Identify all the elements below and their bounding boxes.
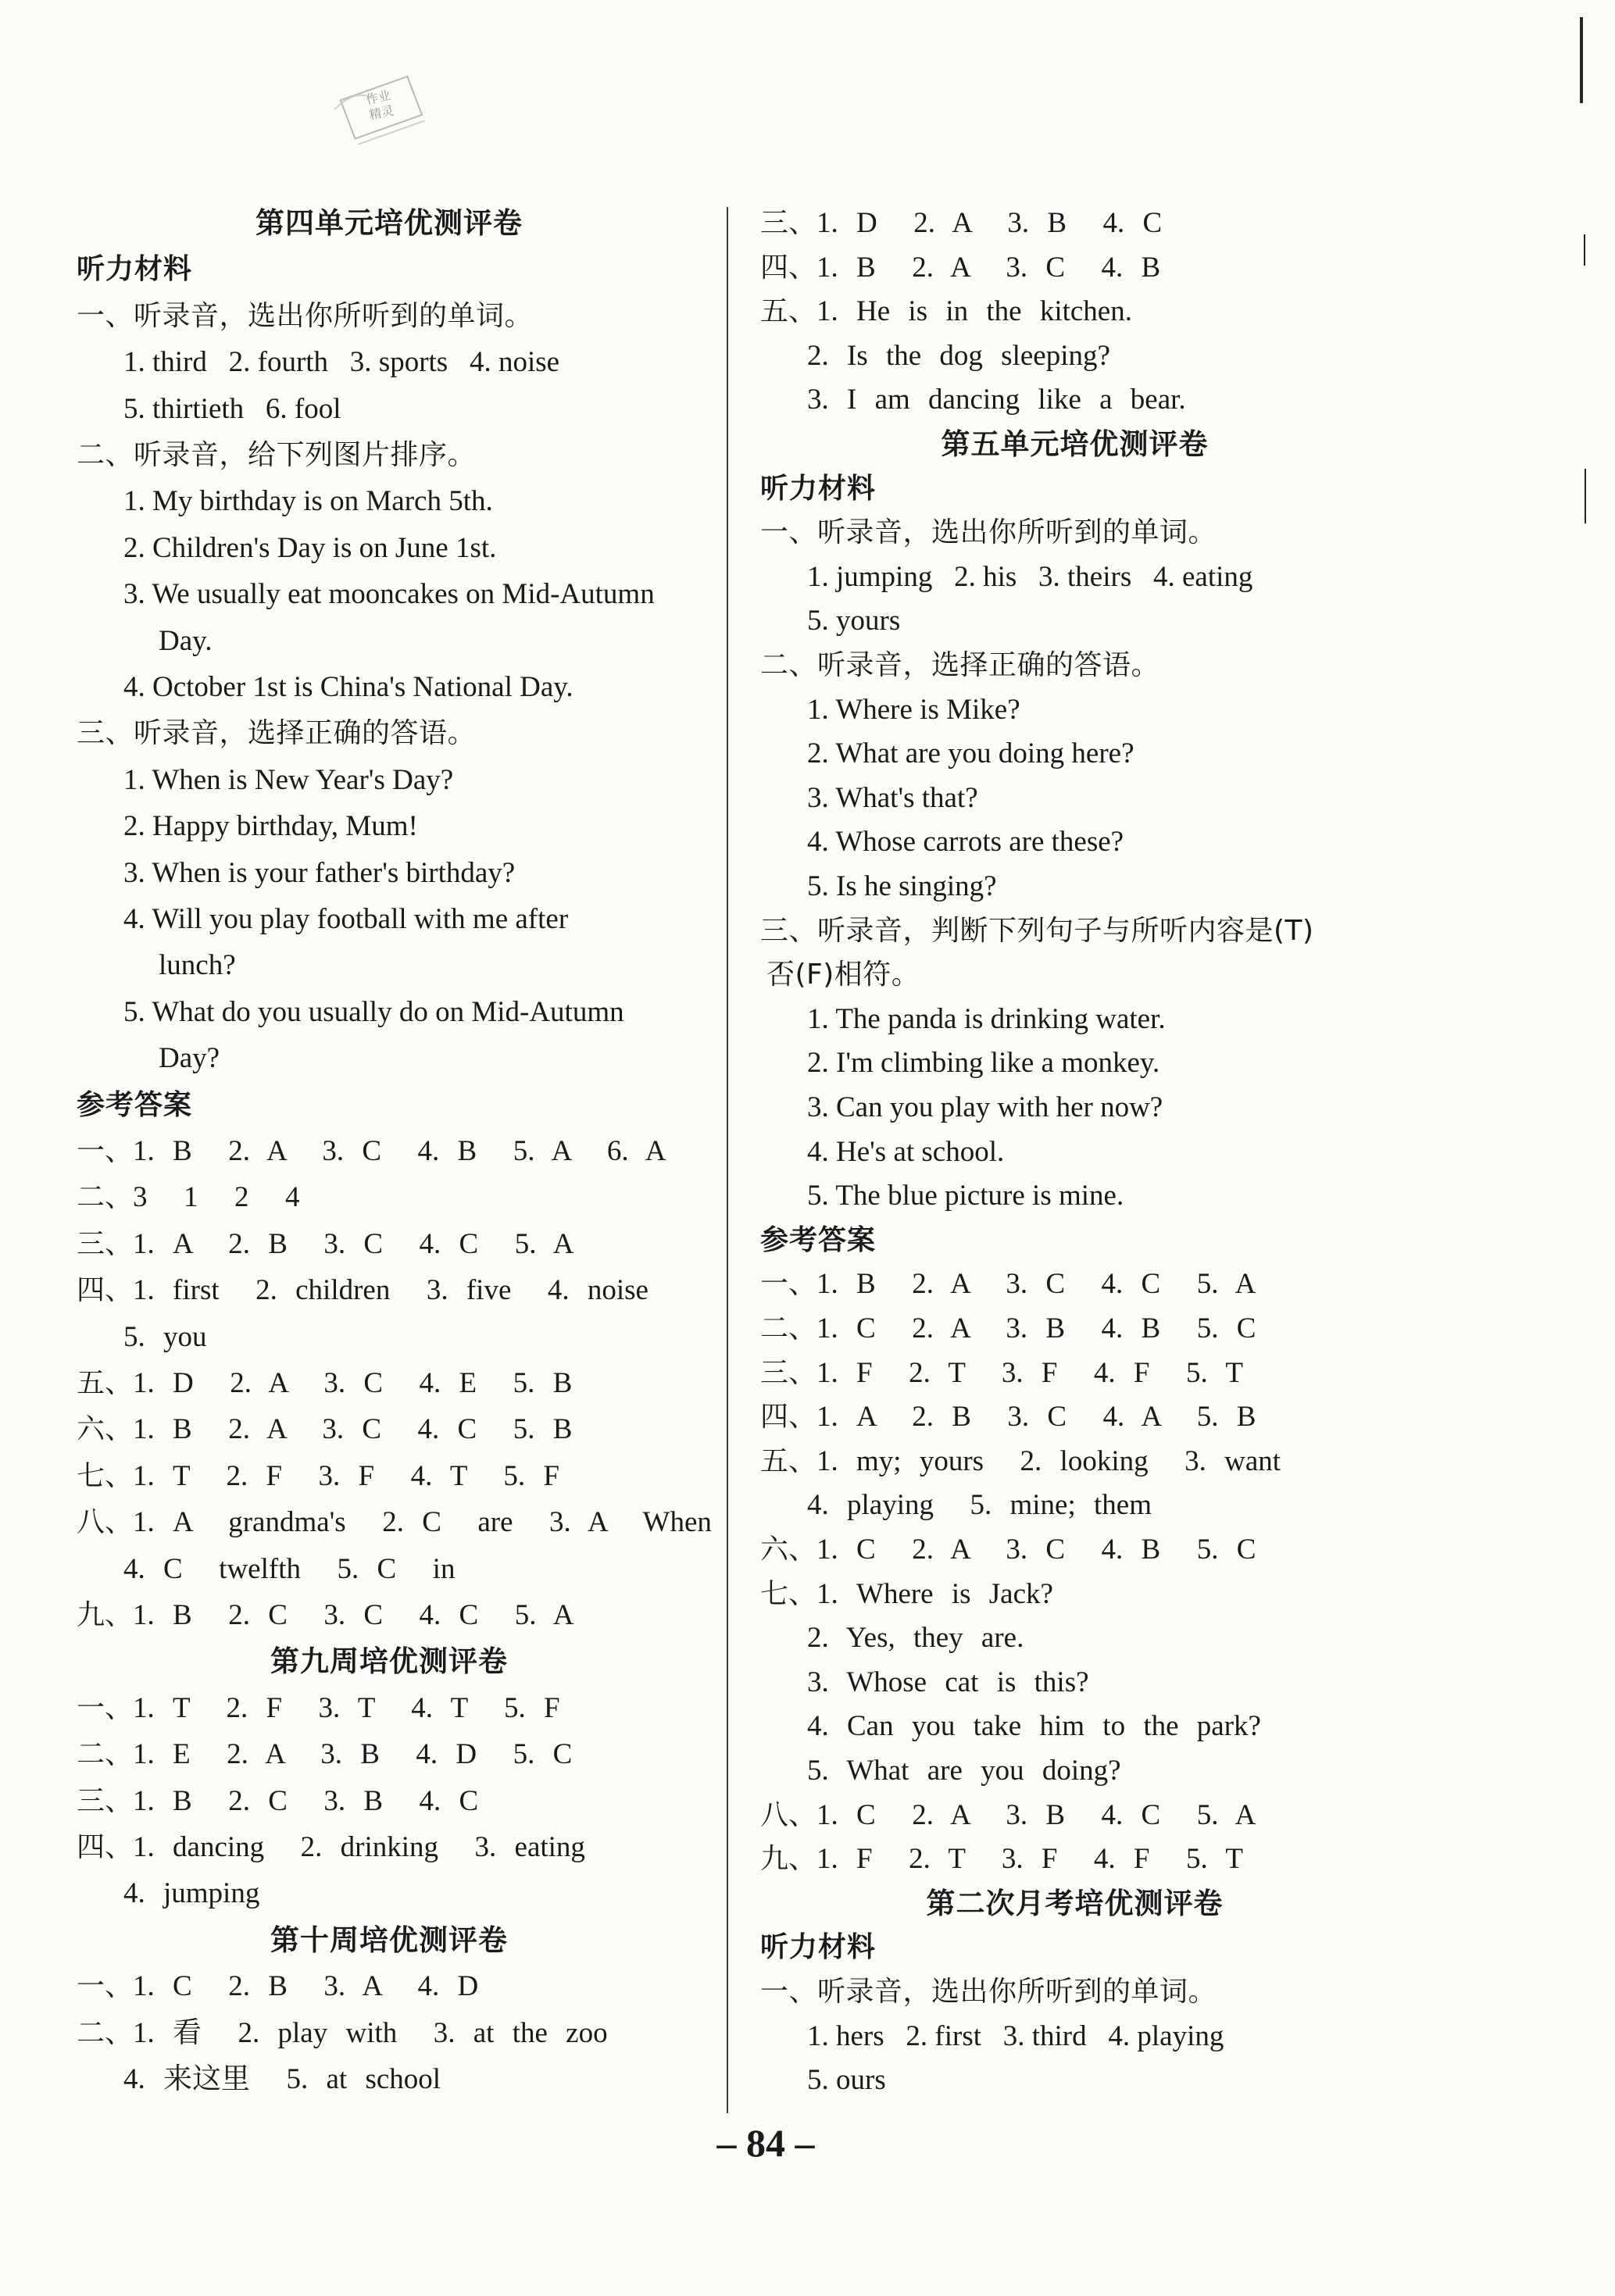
- listening-item: [807, 2062, 886, 2099]
- line-text: 听力材料: [77, 253, 193, 286]
- question-heading: [77, 715, 476, 752]
- line-text: 1. hers 2. first 3. third 4. playing: [807, 2019, 1224, 2052]
- line-text: 第十周培优测评卷: [270, 1923, 508, 1957]
- line-text: 1. A 2. B 3. C 4. A 5. B: [816, 1401, 1256, 1434]
- line-text: 第五单元培优测评卷: [941, 427, 1209, 461]
- answer-line: [77, 1272, 649, 1309]
- answer-line: [807, 1487, 1152, 1524]
- listening-item: [123, 483, 493, 520]
- answer-line: [123, 1875, 259, 1912]
- line-text: 3. What's that?: [807, 781, 978, 814]
- subheading: [760, 470, 876, 508]
- section-title: [760, 426, 1389, 463]
- listening-item: [159, 623, 213, 660]
- line-text: lunch?: [159, 949, 236, 982]
- answer-line: [77, 1968, 478, 2005]
- answer-number: 一、: [77, 1135, 134, 1167]
- line-text: 1. C 2. A 3. B 4. C 5. A: [816, 1798, 1256, 1831]
- listening-item: [807, 735, 1134, 773]
- answer-number: 四、: [77, 1274, 134, 1307]
- line-text: 5. Is he singing?: [807, 870, 997, 902]
- line-text: 1. Where is Mike?: [807, 693, 1020, 726]
- line-text: 5. thirtieth 6. fool: [123, 392, 341, 425]
- line-text: 4. C twelfth 5. C in: [123, 1552, 456, 1585]
- listening-item: [807, 1089, 1163, 1127]
- answer-line: [77, 1690, 560, 1727]
- line-text: Day?: [159, 1042, 220, 1075]
- line-text: 2. Children's Day is on June 1st.: [123, 531, 497, 564]
- line-text: 3. We usually eat mooncakes on Mid-Autumn: [123, 578, 655, 611]
- subheading: [77, 251, 192, 288]
- answer-number: 二、: [77, 1738, 134, 1771]
- line-text: 第二次月考培优测评卷: [926, 1886, 1224, 1920]
- answer-number: 三、: [760, 1356, 817, 1389]
- line-text: 5. What are you doing?: [807, 1755, 1121, 1787]
- answer-number: 五、: [77, 1367, 134, 1399]
- line-text: 1. My birthday is on March 5th.: [123, 485, 493, 518]
- line-text: 参考答案: [760, 1223, 877, 1256]
- answer-line: [807, 1708, 1261, 1745]
- line-text: 4. 来这里 5. at school: [123, 2063, 441, 2095]
- question-heading: [760, 912, 1314, 950]
- answer-number: 五、: [760, 1444, 817, 1477]
- answer-line: [760, 1797, 1256, 1834]
- answer-number: 二、: [77, 2016, 134, 2049]
- edge-mark: [1580, 17, 1583, 103]
- line-text: 5. The blue picture is mine.: [807, 1180, 1124, 1212]
- line-text: 1. B 2. C 3. B 4. C: [133, 1784, 479, 1817]
- answer-number: 八、: [77, 1506, 134, 1539]
- answer-line: [77, 1829, 585, 1866]
- answer-number: 三、: [760, 207, 817, 239]
- answer-number: 二、: [77, 1181, 134, 1214]
- answer-line: [807, 1752, 1121, 1790]
- question-heading: [77, 437, 476, 474]
- line-text: 5. yours: [807, 605, 901, 637]
- answer-line: [760, 1531, 1256, 1569]
- listening-item: [807, 1001, 1166, 1038]
- line-text: 1. T 2. F 3. T 4. T 5. F: [133, 1691, 560, 1724]
- line-text: 1. B 2. A 3. C 4. B: [816, 251, 1161, 284]
- line-text: 1. F 2. T 3. F 4. F 5. T: [816, 1356, 1243, 1389]
- line-text: 3 1 2 4: [133, 1181, 300, 1214]
- answer-number: 四、: [760, 1401, 817, 1434]
- answer-line: [807, 1664, 1089, 1701]
- answer-number: 三、: [77, 1227, 134, 1260]
- line-text: 三、听录音，选择正确的答语。: [77, 717, 477, 750]
- line-text: 1. C 2. B 3. A 4. D: [133, 1970, 479, 2003]
- listening-item: [807, 2018, 1224, 2055]
- svg-text:作业: 作业: [364, 87, 392, 108]
- answer-line: [807, 1619, 1024, 1657]
- subheading: [760, 1222, 876, 1259]
- question-heading: [766, 956, 920, 994]
- listening-item: [807, 823, 1124, 861]
- line-text: 1. B 2. C 3. C 4. C 5. A: [133, 1599, 574, 1631]
- listening-item: [123, 576, 655, 613]
- line-text: 听力材料: [760, 1931, 877, 1964]
- line-text: 3. Can you play with her now?: [807, 1091, 1163, 1123]
- svg-text:精灵: 精灵: [367, 102, 395, 123]
- line-text: 1. F 2. T 3. F 4. F 5. T: [816, 1843, 1243, 1876]
- line-text: 2. Happy birthday, Mum!: [123, 810, 418, 843]
- answer-number: 八、: [760, 1798, 817, 1831]
- line-text: 3. I am dancing like a bear.: [807, 384, 1186, 416]
- line-text: 1. D 2. A 3. C 4. E 5. B: [133, 1367, 573, 1399]
- listening-item: [807, 1044, 1159, 1082]
- answer-number: 一、: [77, 1970, 134, 2003]
- line-text: 1. third 2. fourth 3. sports 4. noise: [123, 346, 560, 379]
- line-text: 1. Where is Jack?: [816, 1577, 1053, 1610]
- answer-line: [760, 1310, 1256, 1348]
- line-text: 1. my; yours 2. looking 3. want: [816, 1444, 1281, 1477]
- listening-item: [807, 602, 900, 640]
- line-text: 1. B 2. A 3. C 4. C 5. A: [816, 1268, 1256, 1301]
- answer-number: 四、: [77, 1831, 134, 1863]
- line-text: 4. playing 5. mine; them: [807, 1489, 1152, 1522]
- section-title: [77, 205, 702, 242]
- line-text: 1. He is in the kitchen.: [816, 295, 1132, 328]
- answer-number: 六、: [760, 1534, 817, 1566]
- line-text: 第九周培优测评卷: [270, 1644, 508, 1679]
- listening-item: [123, 391, 341, 428]
- listening-item: [123, 808, 418, 845]
- line-text: 5. you: [123, 1320, 207, 1353]
- answer-number: 一、: [760, 1268, 817, 1301]
- listening-item: [159, 1040, 220, 1077]
- answer-line: [77, 1226, 573, 1263]
- line-text: 2. Yes, they are.: [807, 1622, 1024, 1655]
- line-text: 4. jumping: [123, 1877, 260, 1910]
- line-text: 1. C 2. A 3. C 4. B 5. C: [816, 1534, 1256, 1566]
- line-text: 4. He's at school.: [807, 1135, 1005, 1168]
- line-text: 听力材料: [760, 472, 877, 505]
- listening-item: [807, 691, 1020, 729]
- answer-line: [760, 1443, 1281, 1480]
- listening-item: [123, 901, 568, 938]
- answer-line: [77, 1411, 572, 1448]
- listening-item: [123, 530, 496, 567]
- listening-item: [807, 868, 997, 905]
- answer-number: 三、: [77, 1784, 134, 1817]
- answer-number: 七、: [760, 1577, 817, 1610]
- line-text: 1. B 2. A 3. C 4. C 5. B: [133, 1413, 573, 1446]
- edge-mark: [1584, 234, 1585, 266]
- line-text: 1. E 2. A 3. B 4. D 5. C: [133, 1738, 573, 1771]
- answer-line: [807, 381, 1186, 419]
- question-heading: [760, 514, 1217, 552]
- answer-number: 九、: [760, 1843, 817, 1876]
- line-text: 2. What are you doing here?: [807, 737, 1134, 770]
- stamp-logo-icon: [328, 69, 434, 155]
- answer-line: [77, 2015, 608, 2052]
- line-text: 2. I'm climbing like a monkey.: [807, 1047, 1160, 1080]
- section-title: [77, 1922, 702, 1959]
- answer-line: [760, 205, 1162, 242]
- listening-item: [123, 669, 573, 706]
- answer-line: [77, 1504, 712, 1541]
- line-text: 1. When is New Year's Day?: [123, 763, 454, 796]
- line-text: 4. Will you play football with me after: [123, 903, 569, 935]
- line-text: 4. October 1st is China's National Day.: [123, 671, 573, 703]
- answer-line: [123, 1551, 455, 1588]
- line-text: 1. The panda is drinking water.: [807, 1002, 1166, 1035]
- subheading: [760, 1929, 876, 1966]
- line-text: 二、听录音，给下列图片排序。: [77, 439, 477, 471]
- question-heading: [760, 1973, 1217, 2011]
- line-text: 二、听录音，选择正确的答语。: [760, 649, 1160, 681]
- edge-mark: [1585, 469, 1586, 523]
- answer-number: 一、: [77, 1691, 134, 1724]
- line-text: 3. When is your father's birthday?: [123, 856, 516, 889]
- answer-number: 七、: [77, 1459, 134, 1492]
- listening-item: [159, 947, 236, 984]
- line-text: 一、听录音，选出你所听到的单词。: [760, 516, 1217, 549]
- answer-line: [77, 1597, 573, 1634]
- line-text: 一、听录音，选出你所听到的单词。: [760, 1976, 1217, 2008]
- line-text: 1. 看 2. play with 3. at the zoo: [133, 2016, 608, 2049]
- listening-item: [807, 1134, 1004, 1171]
- answer-line: [760, 293, 1132, 330]
- answer-number: 六、: [77, 1413, 134, 1446]
- line-text: 1. B 2. A 3. C 4. B 5. A 6. A: [133, 1135, 666, 1167]
- line-text: 一、听录音，选出你所听到的单词。: [77, 299, 534, 332]
- answer-line: [77, 1783, 478, 1820]
- line-text: 5. What do you usually do on Mid-Autumn: [123, 995, 624, 1028]
- answer-line: [123, 1319, 207, 1356]
- line-text: 第四单元培优测评卷: [255, 206, 523, 240]
- question-heading: [760, 647, 1159, 684]
- subheading: [77, 1087, 192, 1124]
- line-text: 1. A 2. B 3. C 4. C 5. A: [133, 1227, 574, 1260]
- column-divider: [727, 207, 728, 2113]
- page-number: – 84 –: [716, 2121, 815, 2165]
- listening-item: [123, 344, 559, 381]
- line-text: 参考答案: [77, 1088, 193, 1121]
- line-text: 1. jumping 2. his 3. theirs 4. eating: [807, 560, 1253, 593]
- line-text: 1. first 2. children 3. five 4. noise: [133, 1274, 649, 1307]
- line-text: 否(F)相符。: [766, 959, 920, 991]
- listening-item: [807, 559, 1252, 596]
- section-title: [77, 1643, 702, 1680]
- line-text: 2. Is the dog sleeping?: [807, 339, 1110, 372]
- listening-item: [123, 762, 453, 799]
- answer-line: [77, 1179, 300, 1216]
- answer-line: [760, 1266, 1256, 1303]
- answer-number: 九、: [77, 1599, 134, 1631]
- line-text: 三、听录音，判断下列句子与所听内容是(T): [760, 914, 1314, 947]
- line-text: Day.: [159, 624, 213, 657]
- answer-line: [760, 1398, 1256, 1436]
- answer-line: [760, 1355, 1243, 1392]
- line-text: 1. A grandma's 2. C are 3. A When: [133, 1506, 712, 1539]
- question-heading: [77, 298, 533, 335]
- answer-number: 四、: [760, 251, 817, 284]
- line-text: 4. Whose carrots are these?: [807, 826, 1124, 859]
- listening-item: [123, 855, 515, 892]
- listening-item: [123, 994, 624, 1031]
- answer-line: [77, 1365, 572, 1402]
- answer-line: [77, 1458, 559, 1495]
- answer-number: 二、: [760, 1312, 817, 1344]
- line-text: 1. D 2. A 3. B 4. C: [816, 207, 1163, 239]
- answer-line: [760, 249, 1160, 287]
- line-text: 1. dancing 2. drinking 3. eating: [133, 1831, 585, 1863]
- answer-line: [77, 1133, 666, 1170]
- line-text: 4. Can you take him to the park?: [807, 1710, 1261, 1743]
- line-text: 3. Whose cat is this?: [807, 1666, 1089, 1698]
- listening-item: [807, 1177, 1124, 1215]
- answer-line: [760, 1576, 1053, 1613]
- listening-item: [807, 780, 978, 817]
- line-text: 1. T 2. F 3. F 4. T 5. F: [133, 1459, 559, 1492]
- answer-line: [77, 1736, 572, 1773]
- answer-line: [807, 337, 1110, 375]
- answer-line: [123, 2061, 441, 2098]
- answer-line: [760, 1841, 1243, 1878]
- line-text: 1. C 2. A 3. B 4. B 5. C: [816, 1312, 1256, 1344]
- answer-number: 五、: [760, 295, 817, 328]
- line-text: 5. ours: [807, 2064, 886, 2097]
- section-title: [760, 1885, 1389, 1923]
